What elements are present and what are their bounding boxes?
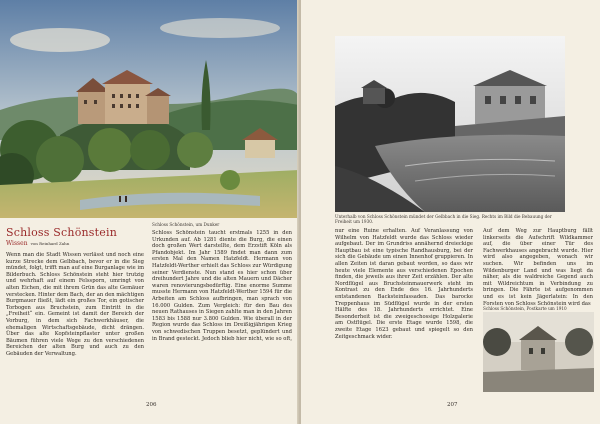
page-number-right: 207 (447, 402, 458, 408)
left-column-1: Wenn man die Stadt Wissen verlässt und noch eine kurze Strecke dem Gelbbach, bevor er in die Sieg mündet, folgt, trifft man auf eine Burganlage wie im Bilderbuch. Schloss Schönstein steht hier trutzig und wehrhaft auf einem Felssporn, umringt von alten Eichen, die mit ihrem Grün das alte Gemäuer verstecken. Hinter dem Bach, der an den mächtigen Burgmauer fließt, lädt ein großes Tor, ein gotischer Torbogen aus Bruchstein, zum Eintritt in die „Freiheit“ ein. Gemeint ist damit der Bereich der Vorburg, in dem sich Fachwerkhäuser, die ehemaligen Wirtschaftsgebäude, dicht drängen. Über das alte Kopfsteinpflaster unter großen Bäumen führen viele Wege zu den verschiedenen Bereichen der alten Burg und auch zu den Gebäuden der Verwaltung. (6, 252, 144, 357)
river-photo (335, 36, 565, 212)
castle-painting (0, 0, 299, 218)
left-page (0, 0, 299, 424)
article-title: Schloss Schönstein (6, 226, 117, 239)
postcard-caption: Schloss Schönstein, Postkarte um 1910 (483, 306, 567, 311)
river-photo-caption: Unterhalb von Schloss Schönstein mündet der Gelbbach in die Sieg. Rechts im Bild die Bebauung der Freiheit um 1930. (335, 214, 552, 225)
right-page (301, 0, 600, 424)
postcard-photo (483, 312, 594, 392)
right-column-1: nur eine Ruine erhalten. Auf Veranlassung von Wilhelm von Hatzfeldt wurde das Schloss wieder aufgebaut. Der im Grundriss annähernd dreieckige Hauptbau ist eine typische Randhausburg, bei der sich die Gebäude um einen Innenhof gruppieren. In allen Zeiten ist daran gebaut worden, so dass wir heute viele Elemente aus verschiedenen Epochen finden, die jeweils aus ihrer Zeit erzählen. Der alte Nordflügel aus Bruchsteinmauerwerk steht im Kontrast zu den Ende des 16. Jahrhunderts entstandenen Backsteinfassaden. Das barocke Treppenhaus im Südflügel wurde in der ersten Hälfte des 18. Jahrhunderts errichtet. Eine Besonderheit ist die zweigeschossige Holzgalerie am Ostflügel. Die erste Etage wurde 1598, die zweite Etage 1623 gebaut und spiegelt so den Zeitgeschmack wider. (335, 228, 473, 340)
page-number-left: 206 (146, 402, 157, 408)
author-byline: von Reinhard Zahn (30, 241, 70, 246)
article-subtitle (6, 240, 69, 247)
left-column-2: Schloss Schönstein taucht erstmals 1255 in den Urkunden auf. Ab 1281 diente die Burg, die einen doch großen Wert darstellte, dem Erzstift Köln als Pfandobjekt. Im Jahr 1589 findet man dann zum ersten Mal den Namen Hatzfeldt. Hermann von Hatzfeldt-Werther erhielt das Schloss zur Würdigung seiner Verdienste. Nun stand es hier schon über dreihundert Jahre und die alten Mauern und Dächer waren renovierungsbedürftig. Eine enorme Summe musste Hermann von Hatzfeldt-Werther 1594 für die Arbeiten am Schloss aufbringen, man sprach von 16.000 Gulden. Zum Vergleich: für den Bau des neuen Rathauses in Siegen zahlte man in den Jahren 1583 bis 1588 nur 3.800 Gulden. Wie überall in der Region wurde das Schloss im Dreißigjährigen Krieg von schwedischen Truppen besetzt, geplündert und in Brand gesteckt. Jedoch blieb hier nicht, wie so oft, (152, 230, 293, 342)
painting-caption: Schloss Schönstein, um Dunker (152, 222, 220, 227)
right-column-2: Auf dem Weg zur Hauptburg fällt linkerseits die Aufschrift Wildkammer auf, die über einer Tür des Fachwerkhauses angebracht wurde. Hier wird also angegeben, wonach wir suchen. Wir befinden uns im Wildenburger Land und was liegt da näher, als die waldreiche Gegend auch mit Wildreichtum in Verbindung zu bringen. Die Fährte ist aufgenommen und es ist kein Jägerlatein: In den Forsten von Schloss Schönstein wird das (483, 228, 593, 307)
location-label: Wissen (6, 240, 28, 247)
